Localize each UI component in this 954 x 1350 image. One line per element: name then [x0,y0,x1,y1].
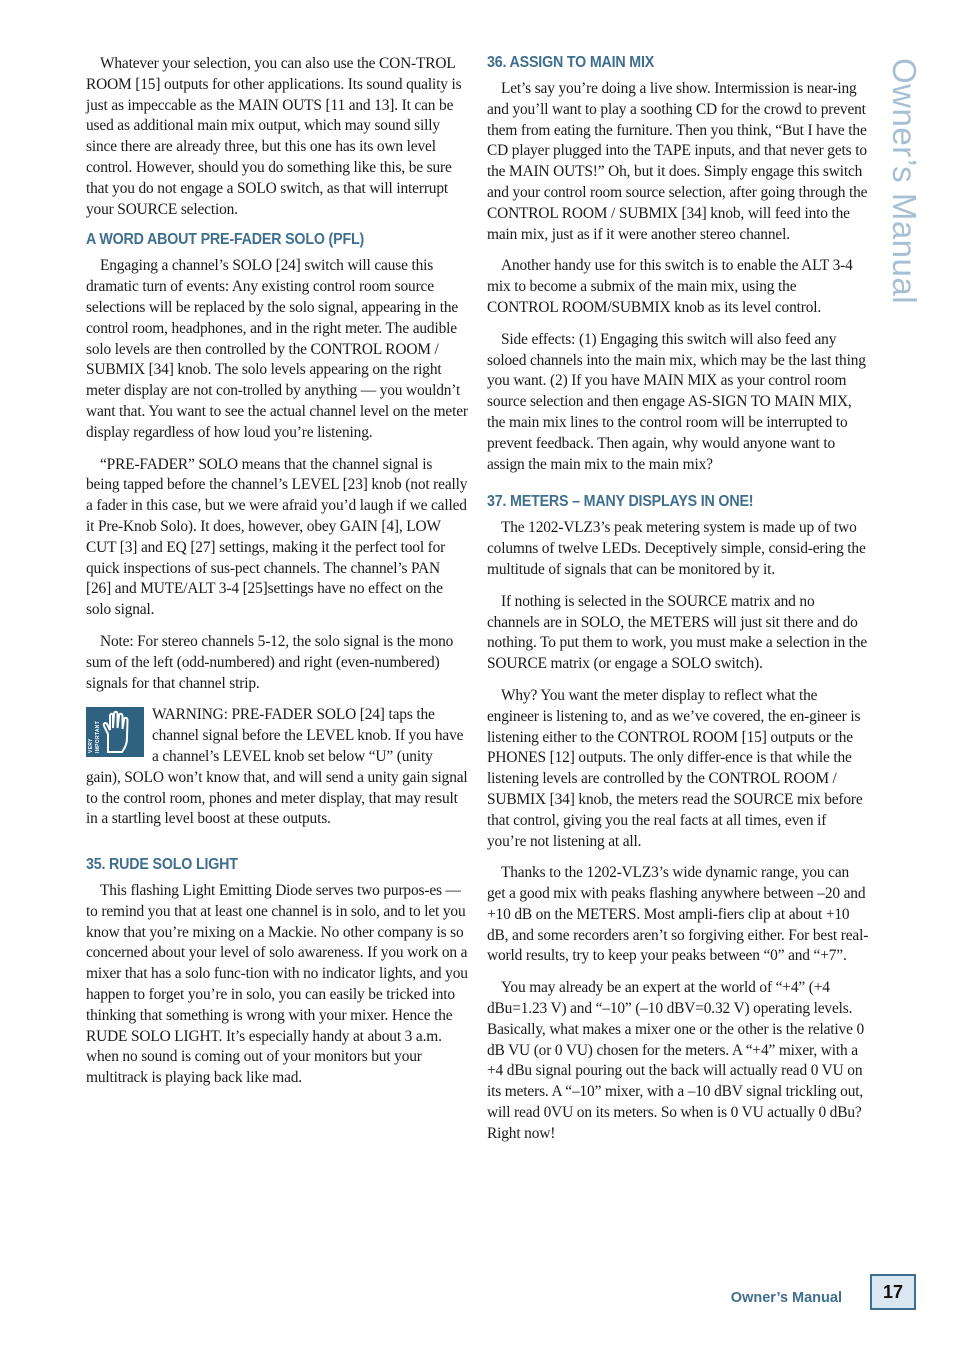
warning-text: WARNING: PRE-FADER SOLO [24] taps the channel signal before the LEVEL knob. If you have a channel’s LEVEL knob set below “U” (unity gain), SOLO won’t know that, and will send a unity gain signal to the control room, phones and meter display, that may result in a startling level boost at these outputs. [86,706,468,828]
paragraph: You may already be an expert at the world of “+4” (+4 dBu=1.23 V) and “–10” (–10 dBV=0.32 V) operating levels. Basically, what makes a mixer one or the other is the relative 0 dB VU (or 0 VU) chosen for the meters. A “+4” mixer, with a +4 dBu signal pouring out the back will actually read 0 VU on its meters. A “–10” mixer, with a –10 dBV signal trickling out, will read 0VU on its meters. So when is 0 VU actually 0 dBu? Right now! [487,979,865,1142]
paragraph: This flashing Light Emitting Diode serves two purpos-es — to remind you that at least one channel is in solo, and to let you know that you’re mixing on a Mackie. No other company is so concerned about your level of solo awareness. If you work on a mixer that has a solo func-tion with no indicator lights, and you happen to forget you’re in solo, you can easily be tricked into thinking that something is wrong with your mixer. Hence the RUDE SOLO LIGHT. It’s especially handy at about 3 a.m. when no sound is coming out of your monitors but your multitrack is playing back like mad. [86,882,468,1087]
page-number-box [870,1274,916,1310]
warning-block [86,705,468,830]
paragraph: Engaging a channel’s SOLO [24] switch will cause this dramatic turn of events: Any existing control room source selections will be replaced by the solo signal, appearing in the control room, headphones, and in the right meter. The audible solo levels are then controlled by the CONTROL ROOM / SUBMIX [34] knob. The solo levels appearing on the right meter display are not con-trolled by anything — you wouldn’t want that. You want to see the actual channel level on the meter display regardless of how loud you’re listening. [86,257,468,441]
very-important-hand-icon [86,707,144,757]
paragraph: Another handy use for this switch is to enable the ALT 3-4 mix to become a submix of the main mix, using the CONTROL ROOM/SUBMIX knob as its level control. [487,257,853,316]
side-title: Owner’s Manual [886,58,923,305]
paragraph: If nothing is selected in the SOURCE matrix and no channels are in SOLO, the METERS will just sit there and do nothing. To put them to work, you must make a selection in the SOURCE matrix (or engage a SOLO switch). [487,592,868,673]
very-important-label: VERY IMPORTANT [88,721,101,754]
paragraph: Side effects: (1) Engaging this switch will also feed any soloed channels into the main mix, which may be the last thing you want. (2) If you have MAIN MIX as your control room source selection and then engage AS-SIGN TO MAIN MIX, the main mix lines to the control room will be interrupted to prevent feedback. Then again, why would anyone want to assign the main mix to the main mix? [487,330,866,473]
paragraph: The 1202-VLZ3’s peak metering system is made up of two columns of twelve LEDs. Deceptively simple, consid-ering the multitude of signals that can be monitored by it. [487,519,866,578]
section-heading-pfl: A WORD ABOUT PRE-FADER SOLO (PFL) [86,231,365,249]
footer-label: Owner’s Manual [730,1290,842,1306]
hand-icon [98,710,140,754]
paragraph: Note: For stereo channels 5-12, the solo signal is the mono sum of the left (odd-numbered) and right (even-numbered) signals for that channel strip. [86,632,454,692]
left-column [86,54,468,1100]
section-heading-37: 37. METERS – MANY DISPLAYS IN ONE! [487,493,754,511]
section-heading-35: 35. RUDE SOLO LIGHT [86,856,238,874]
right-column [487,54,869,1156]
paragraph: Thanks to the 1202-VLZ3’s wide dynamic range, you can get a good mix with peaks flashing anywhere between –20 and +10 dB on the METERS. Most ampli-fiers clip at about +10 dB, and some recorders aren’t so forgiving either. For best real-world results, try to keep your peaks between “0” and “+7”. [487,864,869,965]
paragraph: “PRE-FADER” SOLO means that the channel signal is being tapped before the channel’s LEVEL [23] knob (not really a fader in this case, but we were afraid you’d laugh if we called it Pre-Knob Solo). It does, however, obey GAIN [4], LOW CUT [3] and EQ [27] settings, making it the perfect tool for quick inspections of sus-pect channels. The channel’s PAN [26] and MUTE/ALT 3-4 [25]settings have no effect on the solo signal. [86,455,468,619]
page-number: 17 [872,1276,914,1308]
section-heading-36: 36. ASSIGN TO MAIN MIX [487,54,655,71]
paragraph: Whatever your selection, you can also use the CON-TROL ROOM [15] outputs for other applications. Its sound quality is just as impeccable as the MAIN OUTS [11 and 13]. It can be used as additional main mix output, which may sound silly since there are already three, but this one has its own level control. However, should you do something like this, be sure that you do not engage a SOLO switch, as that will interrupt your SOURCE selection. [86,55,462,218]
paragraph: Why? You want the meter display to reflect what the engineer is listening to, and as we’ve covered, the en-gineer is listening either to the CONTROL ROOM [15] outputs or the PHONES [12] outputs. The only differ-ence is that while the listening levels are controlled by the CONTROL ROOM / SUBMIX [34] knob, the meters read the SOURCE mix before that control, giving you the real facts at all times, even if you’re not listening at all. [487,686,863,850]
paragraph: Let’s say you’re doing a live show. Intermission is near-ing and you’ll want to play a soothing CD for the crowd to prevent them from eating the furniture. Then you think, “But I have the CD player plugged into the TAPE inputs, and that never gets to the MAIN OUTS!” Oh, but it does. Simply engage this switch and your control room source selection, after going through the CONTROL ROOM / SUBMIX [34] knob, will feed into the main mix, just as if it were another stereo channel. [487,80,868,243]
